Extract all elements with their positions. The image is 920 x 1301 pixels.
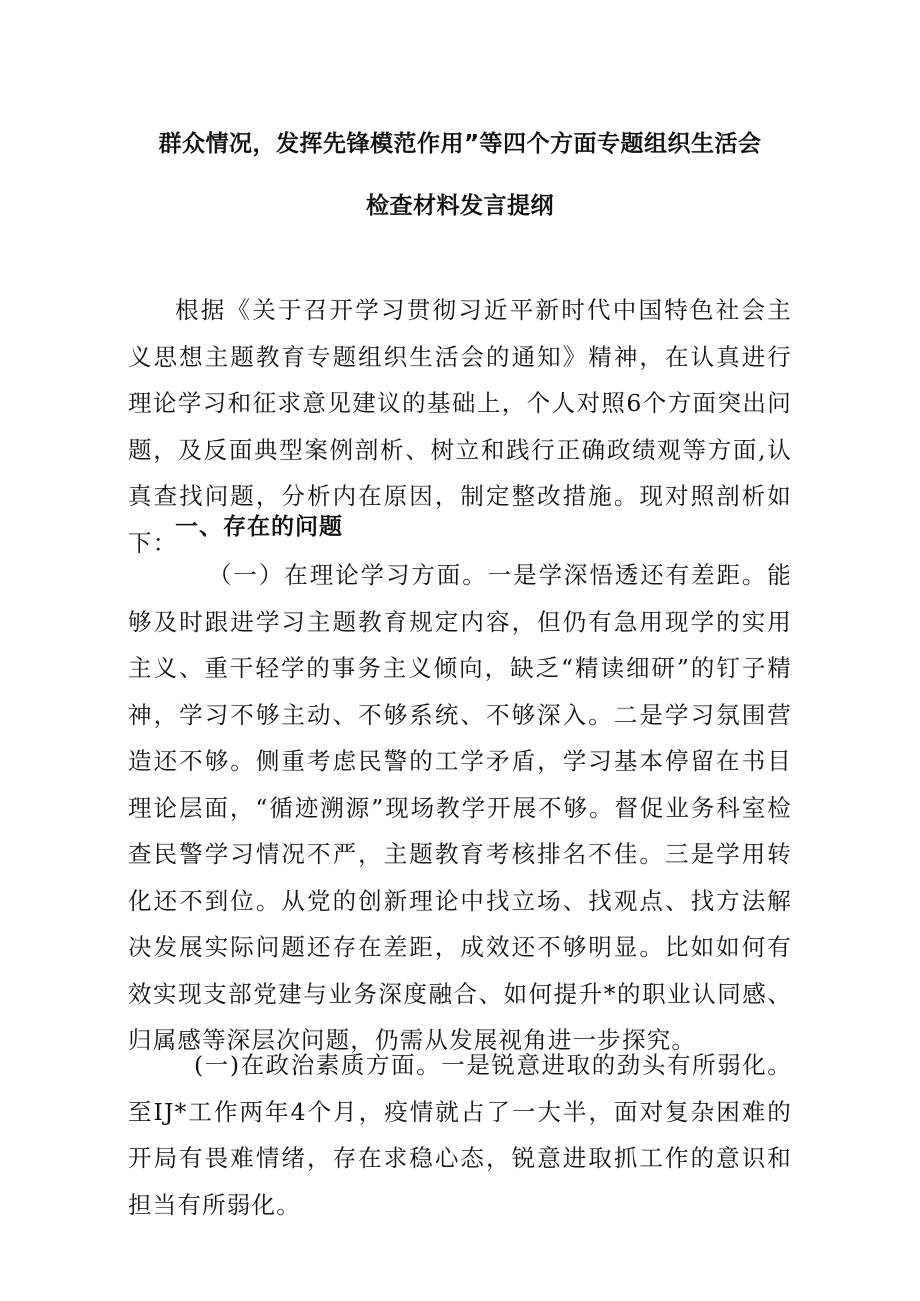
section-heading-issues: 一、存在的问题 bbox=[175, 514, 343, 540]
intro-paragraph: 根据《关于召开学习贯彻习近平新时代中国特色社会主义思想主题教育专题组织生活会的通知》精神，在认真进行理论学习和征求意见建议的基础上，个人对照6个方面突出问题，及反面典型案例剖析、树立和践行正确政绩观等方面,认真查找问题，分析内在原因，制定整改措施。现对照剖析如下： bbox=[128, 296, 792, 557]
document-title-line1: 群众情况，发挥先锋模范作用”等四个方面专题组织生活会 bbox=[158, 131, 762, 157]
political-quality-paragraph: (一)在政治素质方面。一是锐意进取的劲头有所弱化。至IJ*工作两年4个月，疫情就占了一大半，面对复杂困难的开局有畏难情绪，存在求稳心态，锐意进取抓工作的意识和担当有所弱化。 bbox=[128, 1051, 792, 1219]
theory-study-paragraph: （一）在理论学习方面。一是学深悟透还有差距。能够及时跟进学习主题教育规定内容，但仍有急用现学的实用主义、重干轻学的事务主义倾向，缺乏“精读细研”的钉子精神，学习不够主动、不够系统、不够深入。二是学习氛围营造还不够。侧重考虑民警的工学矛盾，学习基本停留在书目理论层面，“循迹溯源”现场教学开展不够。督促业务科室检查民警学习情况不严，主题教育考核排名不佳。三是学用转化还不到位。从党的创新理论中找立场、找观点、找方法解决发展实际问题还存在差距，成效还不够明显。比如如何有效实现支部党建与业务深度融合、如何提升*的职业认同感、归属感等深层次问题，仍需从发展视角进一步探究。 bbox=[128, 561, 792, 1054]
document-title-line2: 检查材料发言提纲 bbox=[366, 193, 554, 219]
